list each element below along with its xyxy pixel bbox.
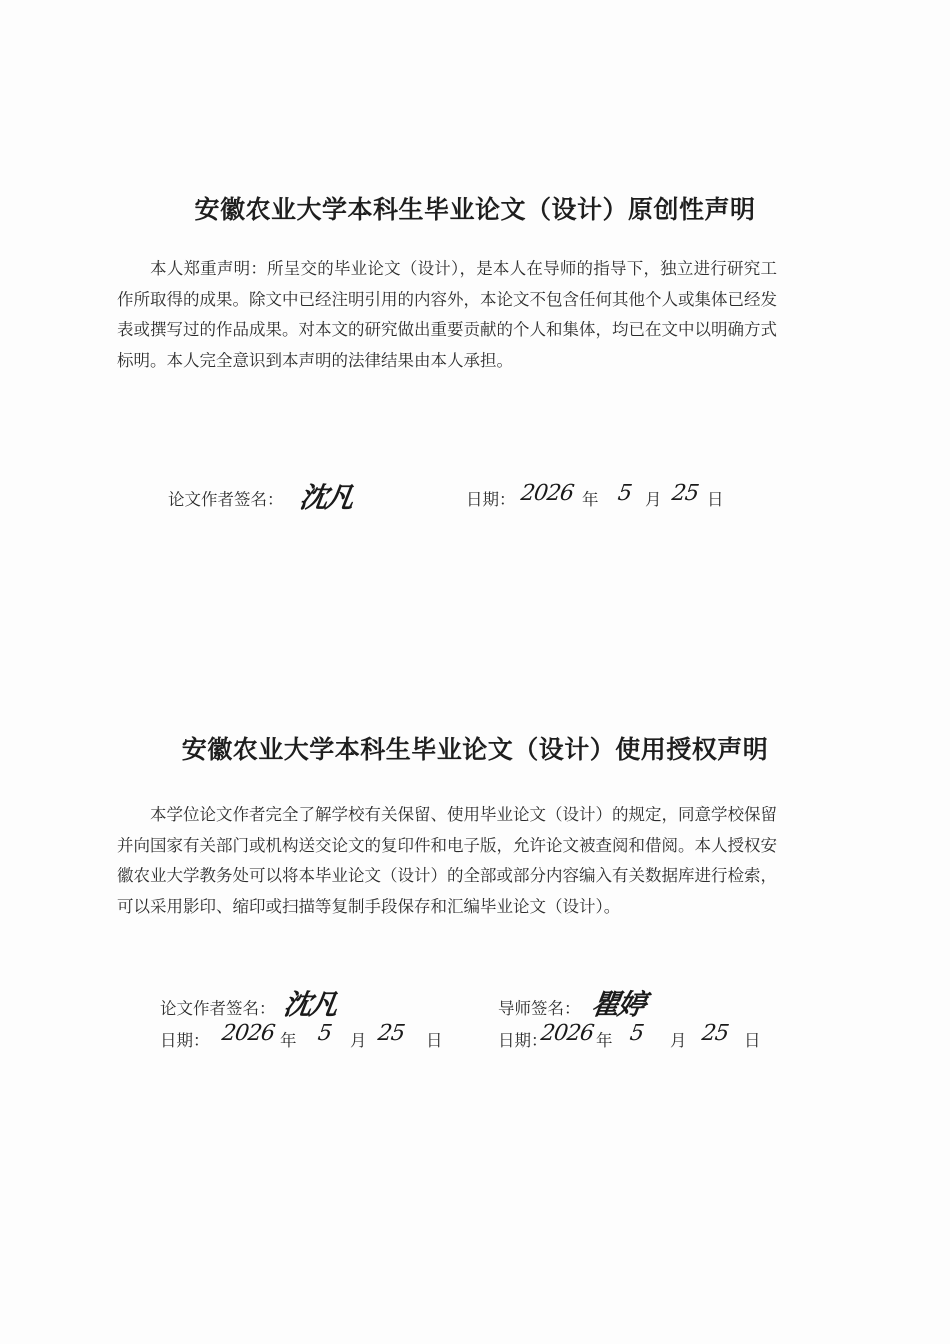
originality-date-month: 5 bbox=[616, 481, 633, 506]
authorization-author-month-unit: 月 bbox=[350, 1031, 367, 1050]
authorization-advisor-date-label: 日期： bbox=[498, 1031, 548, 1050]
originality-date-day: 25 bbox=[670, 481, 700, 506]
authorization-author-date-month: 5 bbox=[316, 1021, 333, 1046]
authorization-advisor-year-unit: 年 bbox=[596, 1031, 613, 1050]
originality-date-label: 日期： bbox=[466, 490, 516, 509]
authorization-author-date-year: 2026 bbox=[220, 1021, 276, 1046]
originality-day-unit: 日 bbox=[707, 490, 724, 509]
originality-statement-body: 本人郑重声明：所呈交的毕业论文（设计），是本人在导师的指导下，独立进行研究工作所取得的成果。除文中已经注明引用的内容外，本论文不包含任何其他个人或集体已经发表或撰写过的作品成果。对本文的研究做出重要贡献的个人和集体，均已在文中以明确方式标明。本人完全意识到本声明的法律结果由本人承担。 bbox=[117, 259, 777, 370]
authorization-advisor-date-day: 25 bbox=[700, 1021, 730, 1046]
authorization-advisor-date-year: 2026 bbox=[539, 1021, 595, 1046]
authorization-author-signature: 沈凡 bbox=[281, 988, 339, 1021]
authorization-advisor-day-unit: 日 bbox=[744, 1031, 761, 1050]
authorization-statement-title: 安徽农业大学本科生毕业论文（设计）使用授权声明 bbox=[181, 735, 769, 764]
originality-statement-title: 安徽农业大学本科生毕业论文（设计）原创性声明 bbox=[194, 195, 756, 224]
authorization-advisor-month-unit: 月 bbox=[670, 1031, 687, 1050]
authorization-author-date-label: 日期： bbox=[160, 1031, 210, 1050]
advisor-label: 导师签名： bbox=[498, 999, 581, 1018]
authorization-advisor-date-month: 5 bbox=[628, 1021, 645, 1046]
authorization-statement-body: 本学位论文作者完全了解学校有关保留、使用毕业论文（设计）的规定，同意学校保留并向国家有关部门或机构送交论文的复印件和电子版，允许论文被查阅和借阅。本人授权安徽农业大学教务处可以将本毕业论文（设计）的全部或部分内容编入有关数据库进行检索，可以采用影印、缩印或扫描等复制手段保存和汇编毕业论文（设计）。 bbox=[117, 805, 777, 916]
originality-author-label: 论文作者签名： bbox=[168, 490, 284, 509]
originality-date-year: 2026 bbox=[519, 481, 575, 506]
originality-author-signature: 沈凡 bbox=[297, 481, 355, 514]
advisor-signature: 瞿婷 bbox=[589, 988, 647, 1021]
originality-year-unit: 年 bbox=[582, 490, 599, 509]
authorization-author-day-unit: 日 bbox=[426, 1031, 443, 1050]
authorization-author-year-unit: 年 bbox=[280, 1031, 297, 1050]
authorization-author-label: 论文作者签名： bbox=[160, 999, 276, 1018]
originality-month-unit: 月 bbox=[645, 490, 662, 509]
authorization-author-date-day: 25 bbox=[376, 1021, 406, 1046]
